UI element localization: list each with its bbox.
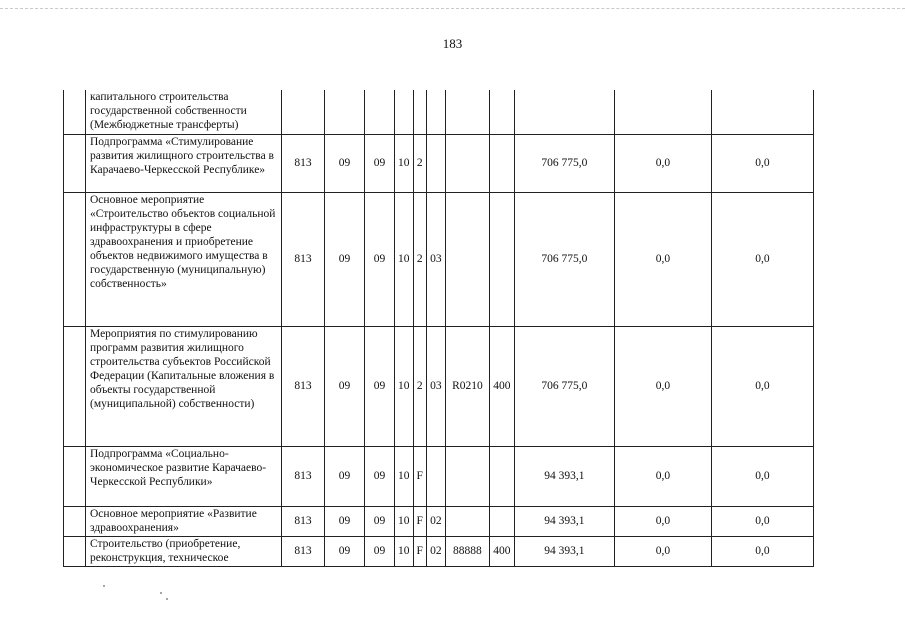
table-row [64, 192, 814, 326]
sum-year-1: 94 393,1 [514, 536, 614, 566]
sum-year-2: 0,0 [614, 134, 711, 192]
activity-code [426, 134, 445, 192]
subprogram-code [413, 90, 426, 134]
subsection-code [365, 90, 395, 134]
subprogram-code: 2 [413, 134, 426, 192]
target-code [445, 446, 489, 506]
ministry-code [282, 90, 325, 134]
expense-type [489, 90, 514, 134]
subsection-code: 09 [365, 446, 395, 506]
table-row [64, 326, 814, 446]
section-code: 09 [325, 192, 365, 326]
empty-cell [64, 326, 86, 446]
activity-code: 03 [426, 326, 445, 446]
row-name: Подпрограмма «Социально-экономическое развитие Карачаево-Черкесской Республики» [86, 446, 282, 506]
expense-type [489, 192, 514, 326]
program-code: 10 [395, 134, 414, 192]
row-name: Подпрограмма «Стимулирование развития жилищного строительства в Карачаево-Черкесской Республике» [86, 134, 282, 192]
target-code [445, 90, 489, 134]
target-code: R0210 [445, 326, 489, 446]
subprogram-code: F [413, 506, 426, 536]
table-row [64, 446, 814, 506]
sum-year-1: 706 775,0 [514, 326, 614, 446]
program-code: 10 [395, 446, 414, 506]
program-code [395, 90, 414, 134]
ministry-code: 813 [282, 536, 325, 566]
row-name: капитального строительства государственной собственности (Межбюджетные трансферты) [86, 90, 282, 134]
budget-table [63, 90, 814, 567]
expense-type [489, 446, 514, 506]
subsection-code: 09 [365, 506, 395, 536]
section-code: 09 [325, 536, 365, 566]
sum-year-1: 94 393,1 [514, 506, 614, 536]
empty-cell [64, 536, 86, 566]
ministry-code: 813 [282, 192, 325, 326]
activity-code: 03 [426, 192, 445, 326]
sum-year-3: 0,0 [711, 192, 813, 326]
sum-year-1: 706 775,0 [514, 134, 614, 192]
expense-type: 400 [489, 326, 514, 446]
ministry-code: 813 [282, 506, 325, 536]
subsection-code: 09 [365, 536, 395, 566]
table-row [64, 134, 814, 192]
target-code: 88888 [445, 536, 489, 566]
activity-code [426, 90, 445, 134]
expense-type [489, 506, 514, 536]
sum-year-3 [711, 90, 813, 134]
activity-code: 02 [426, 536, 445, 566]
program-code: 10 [395, 536, 414, 566]
sum-year-3: 0,0 [711, 506, 813, 536]
row-name: Строительство (приобретение, реконструкция, техническое [86, 536, 282, 566]
section-code: 09 [325, 326, 365, 446]
row-name: Основное мероприятие «Строительство объектов социальной инфраструктуры в сфере здравоохранения и приобретение объектов недвижимого имущества в государственную (муниципальную) собственность» [86, 192, 282, 326]
table-row [64, 506, 814, 536]
section-code [325, 90, 365, 134]
expense-type: 400 [489, 536, 514, 566]
ministry-code: 813 [282, 134, 325, 192]
ministry-code: 813 [282, 446, 325, 506]
page-number: 183 [442, 36, 463, 51]
sum-year-3: 0,0 [711, 536, 813, 566]
empty-cell [64, 192, 86, 326]
sum-year-2: 0,0 [614, 536, 711, 566]
scan-speck [160, 592, 162, 594]
section-code: 09 [325, 506, 365, 536]
sum-year-3: 0,0 [711, 446, 813, 506]
table-row [64, 536, 814, 566]
program-code: 10 [395, 192, 414, 326]
activity-code [426, 446, 445, 506]
table-row [64, 90, 814, 134]
section-code: 09 [325, 446, 365, 506]
scan-speck [103, 585, 105, 587]
sum-year-2: 0,0 [614, 326, 711, 446]
subsection-code: 09 [365, 134, 395, 192]
sum-year-2 [614, 90, 711, 134]
sum-year-3: 0,0 [711, 134, 813, 192]
row-name: Мероприятия по стимулированию программ развития жилищного строительства субъектов Российской Федерации (Капитальные вложения в объекты государственной (муниципальной) собственности) [86, 326, 282, 446]
empty-cell [64, 506, 86, 536]
subprogram-code: 2 [413, 192, 426, 326]
program-code: 10 [395, 506, 414, 536]
target-code [445, 192, 489, 326]
program-code: 10 [395, 326, 414, 446]
expense-type [489, 134, 514, 192]
sum-year-2: 0,0 [614, 192, 711, 326]
sum-year-3: 0,0 [711, 326, 813, 446]
sum-year-2: 0,0 [614, 446, 711, 506]
subprogram-code: F [413, 536, 426, 566]
sum-year-1: 94 393,1 [514, 446, 614, 506]
subprogram-code: F [413, 446, 426, 506]
subsection-code: 09 [365, 192, 395, 326]
target-code [445, 134, 489, 192]
sum-year-2: 0,0 [614, 506, 711, 536]
row-name: Основное мероприятие «Развитие здравоохранения» [86, 506, 282, 536]
section-code: 09 [325, 134, 365, 192]
subprogram-code: 2 [413, 326, 426, 446]
activity-code: 02 [426, 506, 445, 536]
sum-year-1: 706 775,0 [514, 192, 614, 326]
empty-cell [64, 90, 86, 134]
scan-speck [166, 598, 168, 600]
empty-cell [64, 446, 86, 506]
subsection-code: 09 [365, 326, 395, 446]
scan-edge-line [0, 0, 905, 9]
ministry-code: 813 [282, 326, 325, 446]
empty-cell [64, 134, 86, 192]
target-code [445, 506, 489, 536]
sum-year-1 [514, 90, 614, 134]
